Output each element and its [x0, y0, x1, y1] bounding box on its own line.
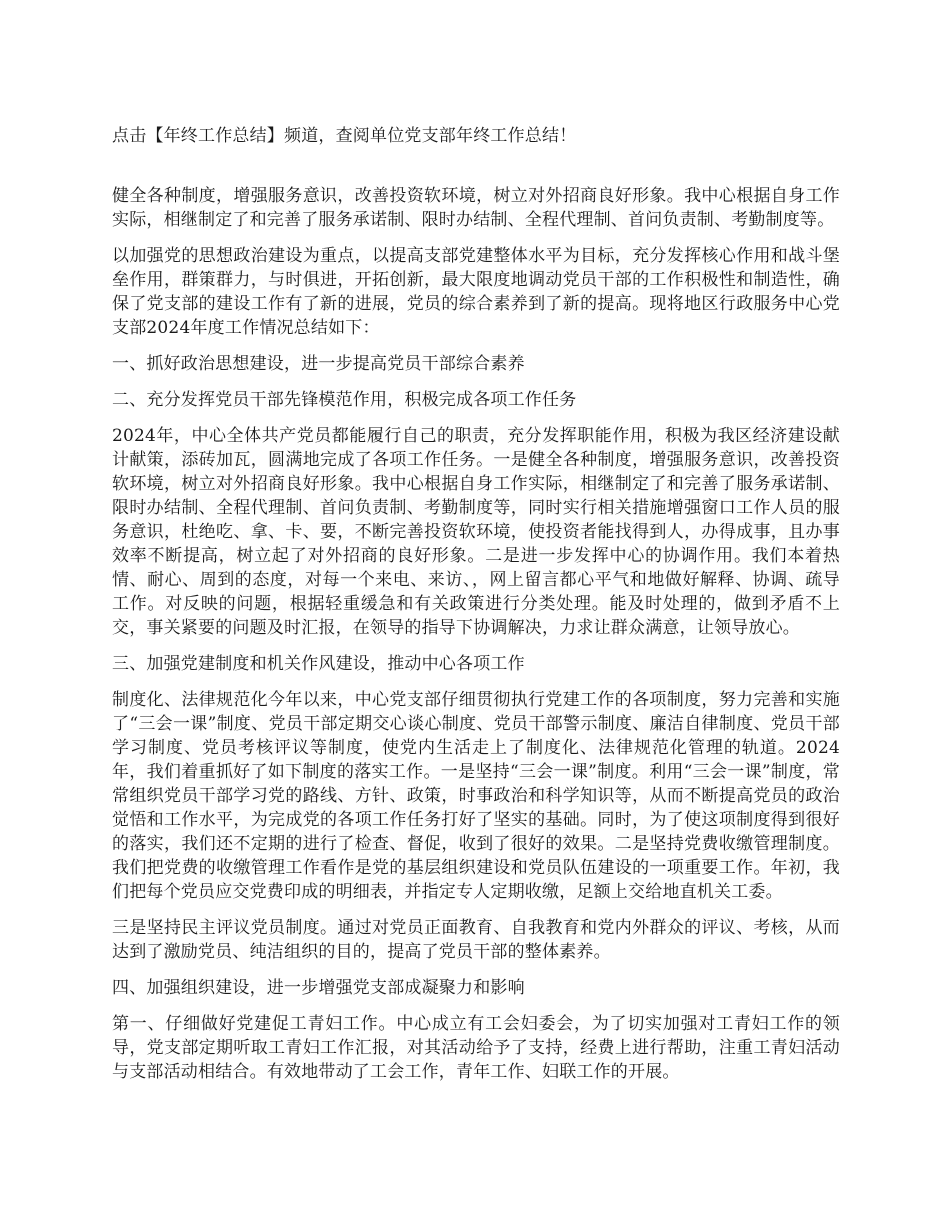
document-body	[112, 124, 840, 1096]
section-heading-2: 二、充分发挥党员干部先锋模范作用，积极完成各项工作任务	[112, 390, 577, 410]
paragraph-1: 健全各种制度，增强服务意识，改善投资软环境，树立对外招商良好形象。我中心根据自身工作实际，相继制定了和完善了服务承诺制、限时办结制、全程代理制、首问负责制、考勤制度等。	[112, 186, 840, 230]
paragraph-5: 三是坚持民主评议党员制度。通过对党员正面教育、自我教育和党内外群众的评议、考核，从而达到了激励党员、纯洁组织的目的，提高了党员干部的整体素养。	[112, 918, 840, 962]
section-heading-1: 一、抓好政治思想建设，进一步提高党员干部综合素养	[112, 354, 525, 374]
section-heading-3: 三、加强党建制度和机关作风建设，推动中心各项工作	[112, 654, 525, 674]
paragraph-3: 2024年，中心全体共产党员都能履行自己的职责，充分发挥职能作用，积极为我区经济建设献计献策，添砖加瓦，圆满地完成了各项工作任务。一是健全各种制度，增强服务意识，改善投资软环境，树立对外招商良好形象。我中心根据自身工作实际，相继制定了和完善了服务承诺制、限时办结制、全程代理制、首问负责制、考勤制度等，同时实行相关措施增强窗口工作人员的服务意识，杜绝吃、拿、卡、要，不断完善投资软环境，使投资者能找得到人，办得成事，且办事效率不断提高，树立起了对外招商的良好形象。二是进一步发挥中心的协调作用。我们本着热情、耐心、周到的态度，对每一个来电、来访、，网上留言都心平气和地做好解释、协调、疏导工作。对反映的问题，根据轻重缓急和有关政策进行分类处理。能及时处理的，做到矛盾不上交，事关紧要的问题及时汇报，在领导的指导下协调解决，力求让群众满意，让领导放心。	[112, 426, 840, 638]
paragraph-4: 制度化、法律规范化今年以来，中心党支部仔细贯彻执行党建工作的各项制度，努力完善和实施了“三会一课”制度、党员干部定期交心谈心制度、党员干部警示制度、廉洁自律制度、党员干部学习制度、党员考核评议等制度，使党内生活走上了制度化、法律规范化管理的轨道。2024年，我们着重抓好了如下制度的落实工作。一是坚持“三会一课”制度。利用“三会一课”制度，常常组织党员干部学习党的路线、方针、政策，时事政治和科学知识等，从而不断提高党员的政治觉悟和工作水平，为完成党的各项工作任务打好了坚实的基础。同时，为了使这项制度得到很好的落实，我们还不定期的进行了检查、督促，收到了很好的效果。二是坚持党费收缴管理制度。我们把党费的收缴管理工作看作是党的基层组织建设和党员队伍建设的一项重要工作。年初，我们把每个党员应交党费印成的明细表，并指定专人定期收缴，足额上交给地直机关工委。	[112, 690, 840, 902]
intro-link-line: 点击【年终工作总结】频道，查阅单位党支部年终工作总结！	[112, 126, 577, 146]
paragraph-2: 以加强党的思想政治建设为重点，以提高支部党建整体水平为目标，充分发挥核心作用和战斗堡垒作用，群策群力，与时俱进，开拓创新，最大限度地调动党员干部的工作积极性和制造性，确保了党支部的建设工作有了新的进展，党员的综合素养到了新的提高。现将地区行政服务中心党支部2024年度工作情况总结如下：	[112, 246, 840, 338]
section-heading-4: 四、加强组织建设，进一步增强党支部成凝聚力和影响	[112, 978, 525, 998]
paragraph-6: 第一、仔细做好党建促工青妇工作。中心成立有工会妇委会，为了切实加强对工青妇工作的领导，党支部定期听取工青妇工作汇报，对其活动给予了支持，经费上进行帮助，注重工青妇活动与支部活动相结合。有效地带动了工会工作，青年工作、妇联工作的开展。	[112, 1014, 840, 1082]
